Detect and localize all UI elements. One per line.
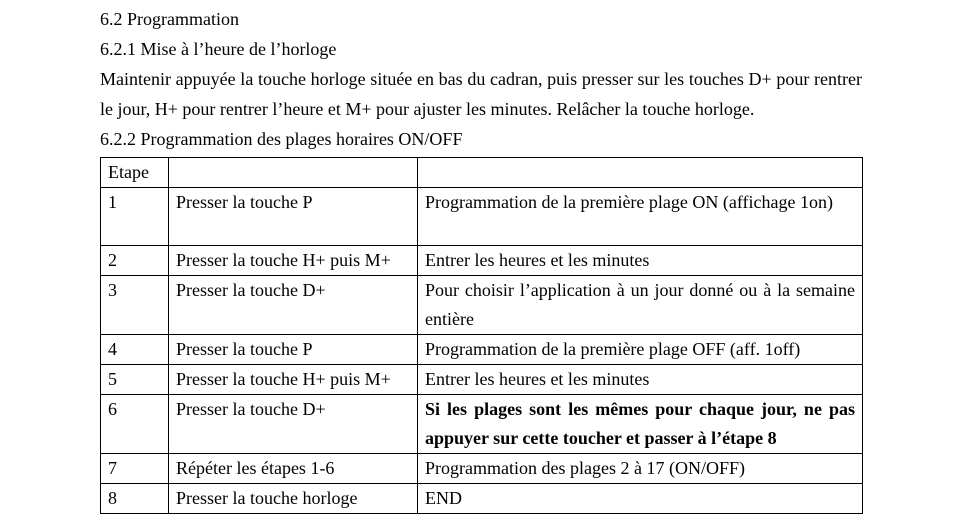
- cell-result: Entrer les heures et les minutes: [418, 365, 863, 395]
- table-row: [101, 188, 863, 246]
- table-row: [101, 246, 863, 276]
- header-cell-result: [418, 158, 863, 188]
- table-row: [101, 395, 863, 454]
- subsection-title-programming: 6.2.2 Programmation des plages horaires ON/OFF: [100, 129, 463, 149]
- table-row: [101, 276, 863, 335]
- cell-step: 6: [101, 395, 169, 454]
- header-cell-etape: Etape: [101, 158, 169, 188]
- cell-action: Presser la touche H+ puis M+: [169, 365, 418, 395]
- cell-result: Si les plages sont les mêmes pour chaque jour, ne pas appuyer sur cette toucher et passer à l’étape 8: [418, 395, 863, 454]
- cell-result: Programmation des plages 2 à 17 (ON/OFF): [418, 454, 863, 484]
- cell-step: 2: [101, 246, 169, 276]
- cell-step: 7: [101, 454, 169, 484]
- cell-action: Presser la touche D+: [169, 276, 418, 335]
- table-row: [101, 335, 863, 365]
- cell-step: 5: [101, 365, 169, 395]
- header-cell-action: [169, 158, 418, 188]
- subsection-title-clock: 6.2.1 Mise à l’heure de l’horloge: [100, 39, 337, 59]
- table-row: [101, 365, 863, 395]
- cell-action: Presser la touche D+: [169, 395, 418, 454]
- cell-step: 3: [101, 276, 169, 335]
- section-title: 6.2 Programmation: [100, 9, 239, 29]
- cell-action: Presser la touche H+ puis M+: [169, 246, 418, 276]
- cell-result: Programmation de la première plage ON (affichage 1on): [418, 188, 863, 246]
- cell-action: Presser la touche P: [169, 188, 418, 246]
- table-row: [101, 484, 863, 514]
- table-row: [101, 454, 863, 484]
- cell-step: 8: [101, 484, 169, 514]
- cell-result: Programmation de la première plage OFF (aff. 1off): [418, 335, 863, 365]
- table-header-row: [101, 158, 863, 188]
- programming-steps-table: [100, 157, 863, 514]
- document-page: [100, 4, 862, 514]
- cell-step: 4: [101, 335, 169, 365]
- cell-step: 1: [101, 188, 169, 246]
- cell-result: Entrer les heures et les minutes: [418, 246, 863, 276]
- cell-action: Répéter les étapes 1-6: [169, 454, 418, 484]
- cell-result: Pour choisir l’application à un jour donné ou à la semaine entière: [418, 276, 863, 335]
- cell-action: Presser la touche P: [169, 335, 418, 365]
- cell-result: END: [418, 484, 863, 514]
- clock-setting-paragraph: Maintenir appuyée la touche horloge située en bas du cadran, puis presser sur les touches D+ pour rentrer le jour, H+ pour rentrer l’heure et M+ pour ajuster les minutes. Relâcher la touche horloge.: [100, 69, 862, 119]
- cell-action: Presser la touche horloge: [169, 484, 418, 514]
